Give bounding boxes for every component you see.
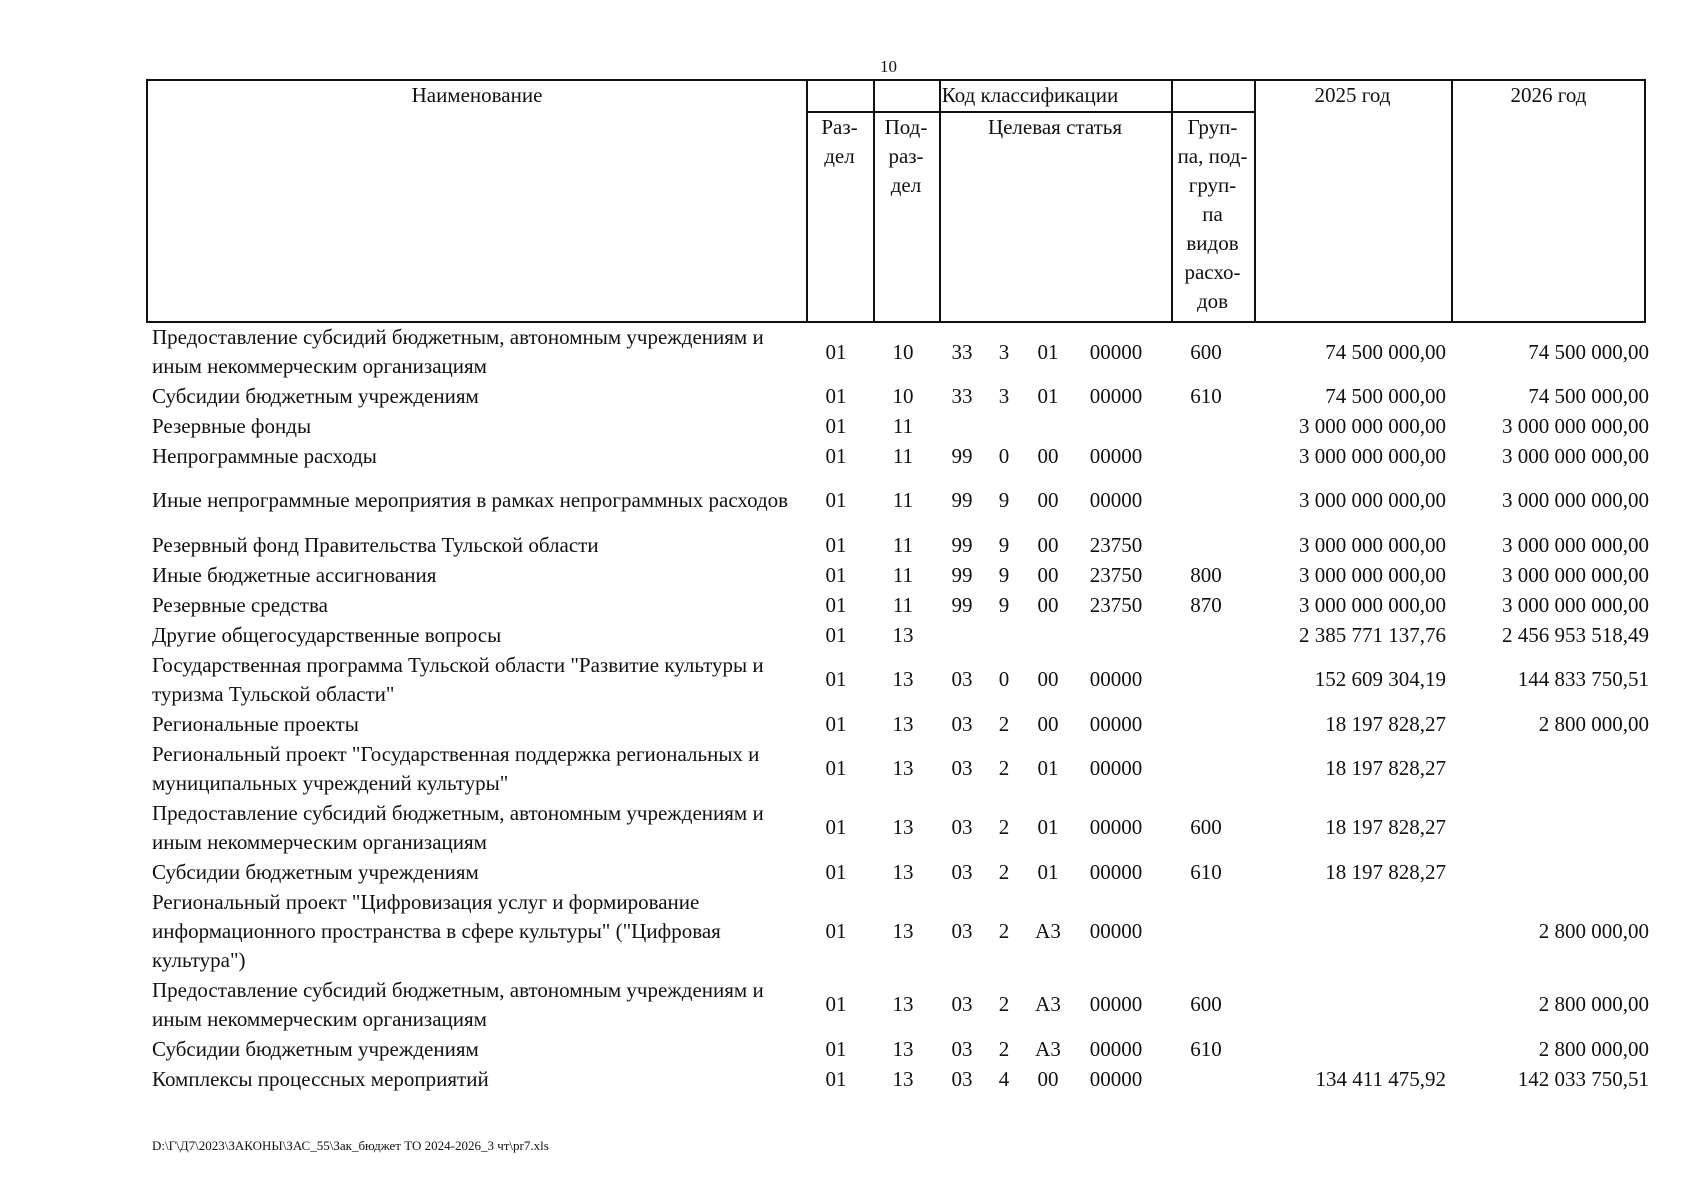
table-row — [146, 471, 1656, 530]
header-year-2025: 2025 год — [1314, 83, 1391, 107]
amount-2026: 74 500 000,00 — [1528, 383, 1649, 408]
target-cell-4: 00000 — [1089, 756, 1143, 780]
row-name: Субсидии бюджетным учреждениям — [152, 383, 479, 408]
target-cell-4: 00000 — [1089, 711, 1143, 736]
row-name: Предоставление субсидий бюджетным, автономным учреждениям и иным некоммерческим организациям — [152, 325, 764, 378]
target-cell-3: 01 — [1037, 859, 1059, 884]
table-row — [146, 560, 1656, 590]
table-row — [146, 1034, 1656, 1064]
row-name: Региональные проекты — [152, 711, 359, 736]
podrazdel-cell: 11 — [892, 443, 914, 468]
target-cell-3: 00 — [1037, 532, 1059, 557]
target-cell-4: 00000 — [1089, 859, 1143, 884]
page-number: 10 — [880, 57, 897, 76]
podrazdel-cell: 11 — [892, 532, 914, 557]
row-name: Региональный проект "Цифровизация услуг и формирование информационного пространства в сфере культуры" ("Цифровая культура") — [152, 889, 721, 972]
podrazdel-cell: 11 — [892, 592, 914, 617]
file-path: D:\Г\Д7\2023\ЗАКОНЫ\ЗАС_55\Зак_бюджет ТО 2024-2026_3 чт\pr7.xls — [152, 1138, 549, 1153]
razdel-cell: 01 — [825, 443, 847, 468]
amount-2026: 144 833 750,51 — [1517, 667, 1649, 691]
row-name: Резервный фонд Правительства Тульской области — [152, 532, 599, 557]
amount-2026: 2 800 000,00 — [1538, 992, 1649, 1016]
table-row — [146, 590, 1656, 620]
target-cell-3: 01 — [1037, 383, 1059, 408]
target-cell-1: 99 — [951, 443, 973, 468]
target-cell-2: 0 — [998, 667, 1010, 691]
target-cell-2: 2 — [998, 756, 1010, 780]
target-cell-1: 03 — [951, 711, 973, 736]
amount-2025: 152 609 304,19 — [1314, 667, 1446, 691]
razdel-cell: 01 — [825, 532, 847, 557]
target-cell-2: 9 — [998, 562, 1010, 587]
amount-2026: 2 800 000,00 — [1538, 1036, 1649, 1061]
amount-2026: 3 000 000 000,00 — [1502, 443, 1649, 468]
row-name: Иные бюджетные ассигнования — [152, 562, 437, 587]
amount-2026: 3 000 000 000,00 — [1502, 413, 1649, 438]
target-cell-4: 23750 — [1089, 562, 1143, 587]
group-cell: 800 — [1190, 562, 1222, 587]
table-row — [146, 798, 1656, 857]
amount-2026: 3 000 000 000,00 — [1502, 562, 1649, 587]
target-cell-3: 01 — [1037, 756, 1059, 780]
table-row — [146, 411, 1656, 441]
target-cell-2: 9 — [998, 592, 1010, 617]
table-row — [146, 530, 1656, 560]
target-cell-4: 00000 — [1089, 667, 1143, 691]
table-row — [146, 381, 1656, 411]
amount-2026: 3 000 000 000,00 — [1502, 488, 1649, 512]
razdel-cell: 01 — [825, 488, 847, 512]
row-name: Комплексы процессных мероприятий — [152, 1066, 489, 1091]
table-row — [146, 857, 1656, 887]
amount-2026: 3 000 000 000,00 — [1502, 532, 1649, 557]
table-row — [146, 323, 1656, 381]
razdel-cell: 01 — [825, 918, 847, 943]
razdel-cell: 01 — [825, 413, 847, 438]
podrazdel-cell: 13 — [892, 622, 914, 647]
table-row — [146, 441, 1656, 471]
group-cell: 870 — [1190, 592, 1222, 617]
target-cell-2: 0 — [998, 443, 1010, 468]
table-row — [146, 650, 1656, 709]
amount-2025: 2 385 771 137,76 — [1299, 622, 1446, 647]
target-cell-3: 00 — [1037, 711, 1059, 736]
target-cell-3: 00 — [1037, 1066, 1059, 1091]
target-cell-4: 00000 — [1089, 339, 1143, 364]
razdel-cell: 01 — [825, 756, 847, 780]
amount-2025: 3 000 000 000,00 — [1299, 443, 1446, 468]
group-cell: 600 — [1190, 339, 1222, 364]
target-cell-4: 00000 — [1089, 918, 1143, 943]
group-cell: 610 — [1190, 1036, 1222, 1061]
target-cell-4: 00000 — [1089, 992, 1143, 1016]
podrazdel-cell: 13 — [892, 1036, 914, 1061]
podrazdel-cell: 13 — [892, 859, 914, 884]
header-group: Груп- па, под- груп- па видов расхо- дов — [1177, 115, 1248, 313]
target-cell-4: 23750 — [1089, 592, 1143, 617]
razdel-cell: 01 — [825, 383, 847, 408]
table-row — [146, 1064, 1656, 1094]
razdel-cell: 01 — [825, 592, 847, 617]
target-cell-3: А3 — [1035, 1036, 1061, 1061]
row-name: Субсидии бюджетным учреждениям — [152, 859, 479, 884]
amount-2026: 74 500 000,00 — [1528, 339, 1649, 364]
target-cell-1: 33 — [951, 383, 973, 408]
podrazdel-cell: 13 — [892, 992, 914, 1016]
table-row — [146, 975, 1656, 1034]
podrazdel-cell: 10 — [892, 383, 914, 408]
podrazdel-cell: 11 — [892, 562, 914, 587]
target-cell-2: 2 — [998, 918, 1010, 943]
row-name: Другие общегосударственные вопросы — [152, 622, 502, 647]
target-cell-2: 2 — [998, 1036, 1010, 1061]
target-cell-2: 2 — [998, 992, 1010, 1016]
header-podrazdel: Под- раз- дел — [884, 115, 928, 197]
table-row — [146, 620, 1656, 650]
target-cell-3: 00 — [1037, 443, 1059, 468]
table-row — [146, 709, 1656, 739]
amount-2025: 3 000 000 000,00 — [1299, 592, 1446, 617]
target-cell-4: 00000 — [1089, 488, 1143, 512]
amount-2025: 74 500 000,00 — [1325, 339, 1446, 364]
target-cell-1: 03 — [951, 1036, 973, 1061]
amount-2025: 18 197 828,27 — [1325, 815, 1446, 839]
podrazdel-cell: 13 — [892, 711, 914, 736]
razdel-cell: 01 — [825, 622, 847, 647]
razdel-cell: 01 — [825, 859, 847, 884]
target-cell-1: 03 — [951, 1066, 973, 1091]
razdel-cell: 01 — [825, 1036, 847, 1061]
target-cell-2: 3 — [998, 383, 1010, 408]
group-cell: 600 — [1190, 992, 1222, 1016]
podrazdel-cell: 13 — [892, 1066, 914, 1091]
row-name: Субсидии бюджетным учреждениям — [152, 1036, 479, 1061]
target-cell-1: 03 — [951, 918, 973, 943]
row-name: Региональный проект "Государственная поддержка региональных и муниципальных учреждений культуры" — [152, 741, 760, 795]
razdel-cell: 01 — [825, 1066, 847, 1091]
target-cell-2: 4 — [998, 1066, 1010, 1091]
target-cell-4: 00000 — [1089, 443, 1143, 468]
group-cell: 610 — [1190, 859, 1222, 884]
target-cell-1: 03 — [951, 992, 973, 1016]
target-cell-3: 00 — [1037, 592, 1059, 617]
amount-2025: 3 000 000 000,00 — [1299, 562, 1446, 587]
target-cell-3: 00 — [1037, 667, 1059, 691]
amount-2025: 74 500 000,00 — [1325, 383, 1446, 408]
row-name: Резервные средства — [152, 592, 328, 617]
razdel-cell: 01 — [825, 667, 847, 691]
header-razdel: Раз- дел — [821, 115, 858, 168]
target-cell-2: 2 — [998, 815, 1010, 839]
header-year-2026: 2026 год — [1510, 83, 1587, 107]
target-cell-2: 9 — [998, 488, 1010, 512]
row-name: Резервные фонды — [152, 413, 312, 438]
target-cell-1: 99 — [951, 592, 973, 617]
header-code: Код классификации — [941, 83, 1119, 107]
amount-2025: 18 197 828,27 — [1325, 859, 1446, 884]
amount-2025: 3 000 000 000,00 — [1299, 488, 1446, 512]
group-cell: 600 — [1190, 815, 1222, 839]
podrazdel-cell: 11 — [892, 413, 914, 438]
target-cell-3: А3 — [1035, 918, 1061, 943]
table-row — [146, 739, 1656, 798]
podrazdel-cell: 13 — [892, 756, 914, 780]
podrazdel-cell: 13 — [892, 918, 914, 943]
target-cell-3: А3 — [1035, 992, 1061, 1016]
amount-2025: 3 000 000 000,00 — [1299, 532, 1446, 557]
amount-2026: 2 800 000,00 — [1538, 711, 1649, 736]
target-cell-2: 2 — [998, 859, 1010, 884]
amount-2026: 2 800 000,00 — [1538, 918, 1649, 943]
target-cell-1: 99 — [951, 562, 973, 587]
podrazdel-cell: 13 — [892, 667, 914, 691]
amount-2026: 2 456 953 518,49 — [1502, 622, 1649, 647]
target-cell-2: 2 — [998, 711, 1010, 736]
amount-2025: 18 197 828,27 — [1325, 711, 1446, 736]
podrazdel-cell: 10 — [892, 339, 914, 364]
target-cell-3: 01 — [1037, 339, 1059, 364]
target-cell-1: 03 — [951, 859, 973, 884]
target-cell-4: 00000 — [1089, 815, 1143, 839]
target-cell-2: 3 — [998, 339, 1010, 364]
razdel-cell: 01 — [825, 562, 847, 587]
table-row — [146, 887, 1656, 975]
target-cell-3: 01 — [1037, 815, 1059, 839]
row-name: Предоставление субсидий бюджетным, автономным учреждениям и иным некоммерческим организациям — [152, 800, 764, 854]
table-body — [146, 323, 1656, 1094]
target-cell-2: 9 — [998, 532, 1010, 557]
razdel-cell: 01 — [825, 815, 847, 839]
amount-2025: 3 000 000 000,00 — [1299, 413, 1446, 438]
podrazdel-cell: 13 — [892, 815, 914, 839]
target-cell-1: 99 — [951, 488, 973, 512]
group-cell: 610 — [1190, 383, 1222, 408]
target-cell-1: 03 — [951, 815, 973, 839]
razdel-cell: 01 — [825, 992, 847, 1016]
target-cell-1: 99 — [951, 532, 973, 557]
razdel-cell: 01 — [825, 339, 847, 364]
target-cell-4: 00000 — [1089, 383, 1143, 408]
target-cell-4: 00000 — [1089, 1036, 1143, 1061]
target-cell-3: 00 — [1037, 488, 1059, 512]
amount-2025: 134 411 475,92 — [1315, 1066, 1446, 1091]
amount-2026: 142 033 750,51 — [1517, 1066, 1649, 1091]
header-target: Целевая статья — [987, 115, 1123, 139]
target-cell-1: 33 — [951, 339, 973, 364]
target-cell-4: 00000 — [1089, 1066, 1143, 1091]
target-cell-3: 00 — [1037, 562, 1059, 587]
row-name: Иные непрограммные мероприятия в рамках непрограммных расходов — [152, 488, 789, 512]
header-name: Наименование — [411, 83, 543, 107]
target-cell-1: 03 — [951, 756, 973, 780]
razdel-cell: 01 — [825, 711, 847, 736]
amount-2026: 3 000 000 000,00 — [1502, 592, 1649, 617]
row-name: Непрограммные расходы — [152, 443, 377, 468]
amount-2025: 18 197 828,27 — [1325, 756, 1446, 780]
target-cell-1: 03 — [951, 667, 973, 691]
row-name: Предоставление субсидий бюджетным, автономным учреждениям и иным некоммерческим организациям — [152, 977, 764, 1031]
target-cell-4: 23750 — [1089, 532, 1143, 557]
row-name: Государственная программа Тульской области "Развитие культуры и туризма Тульской области" — [152, 652, 764, 706]
table-header — [146, 79, 1646, 323]
podrazdel-cell: 11 — [892, 488, 914, 512]
